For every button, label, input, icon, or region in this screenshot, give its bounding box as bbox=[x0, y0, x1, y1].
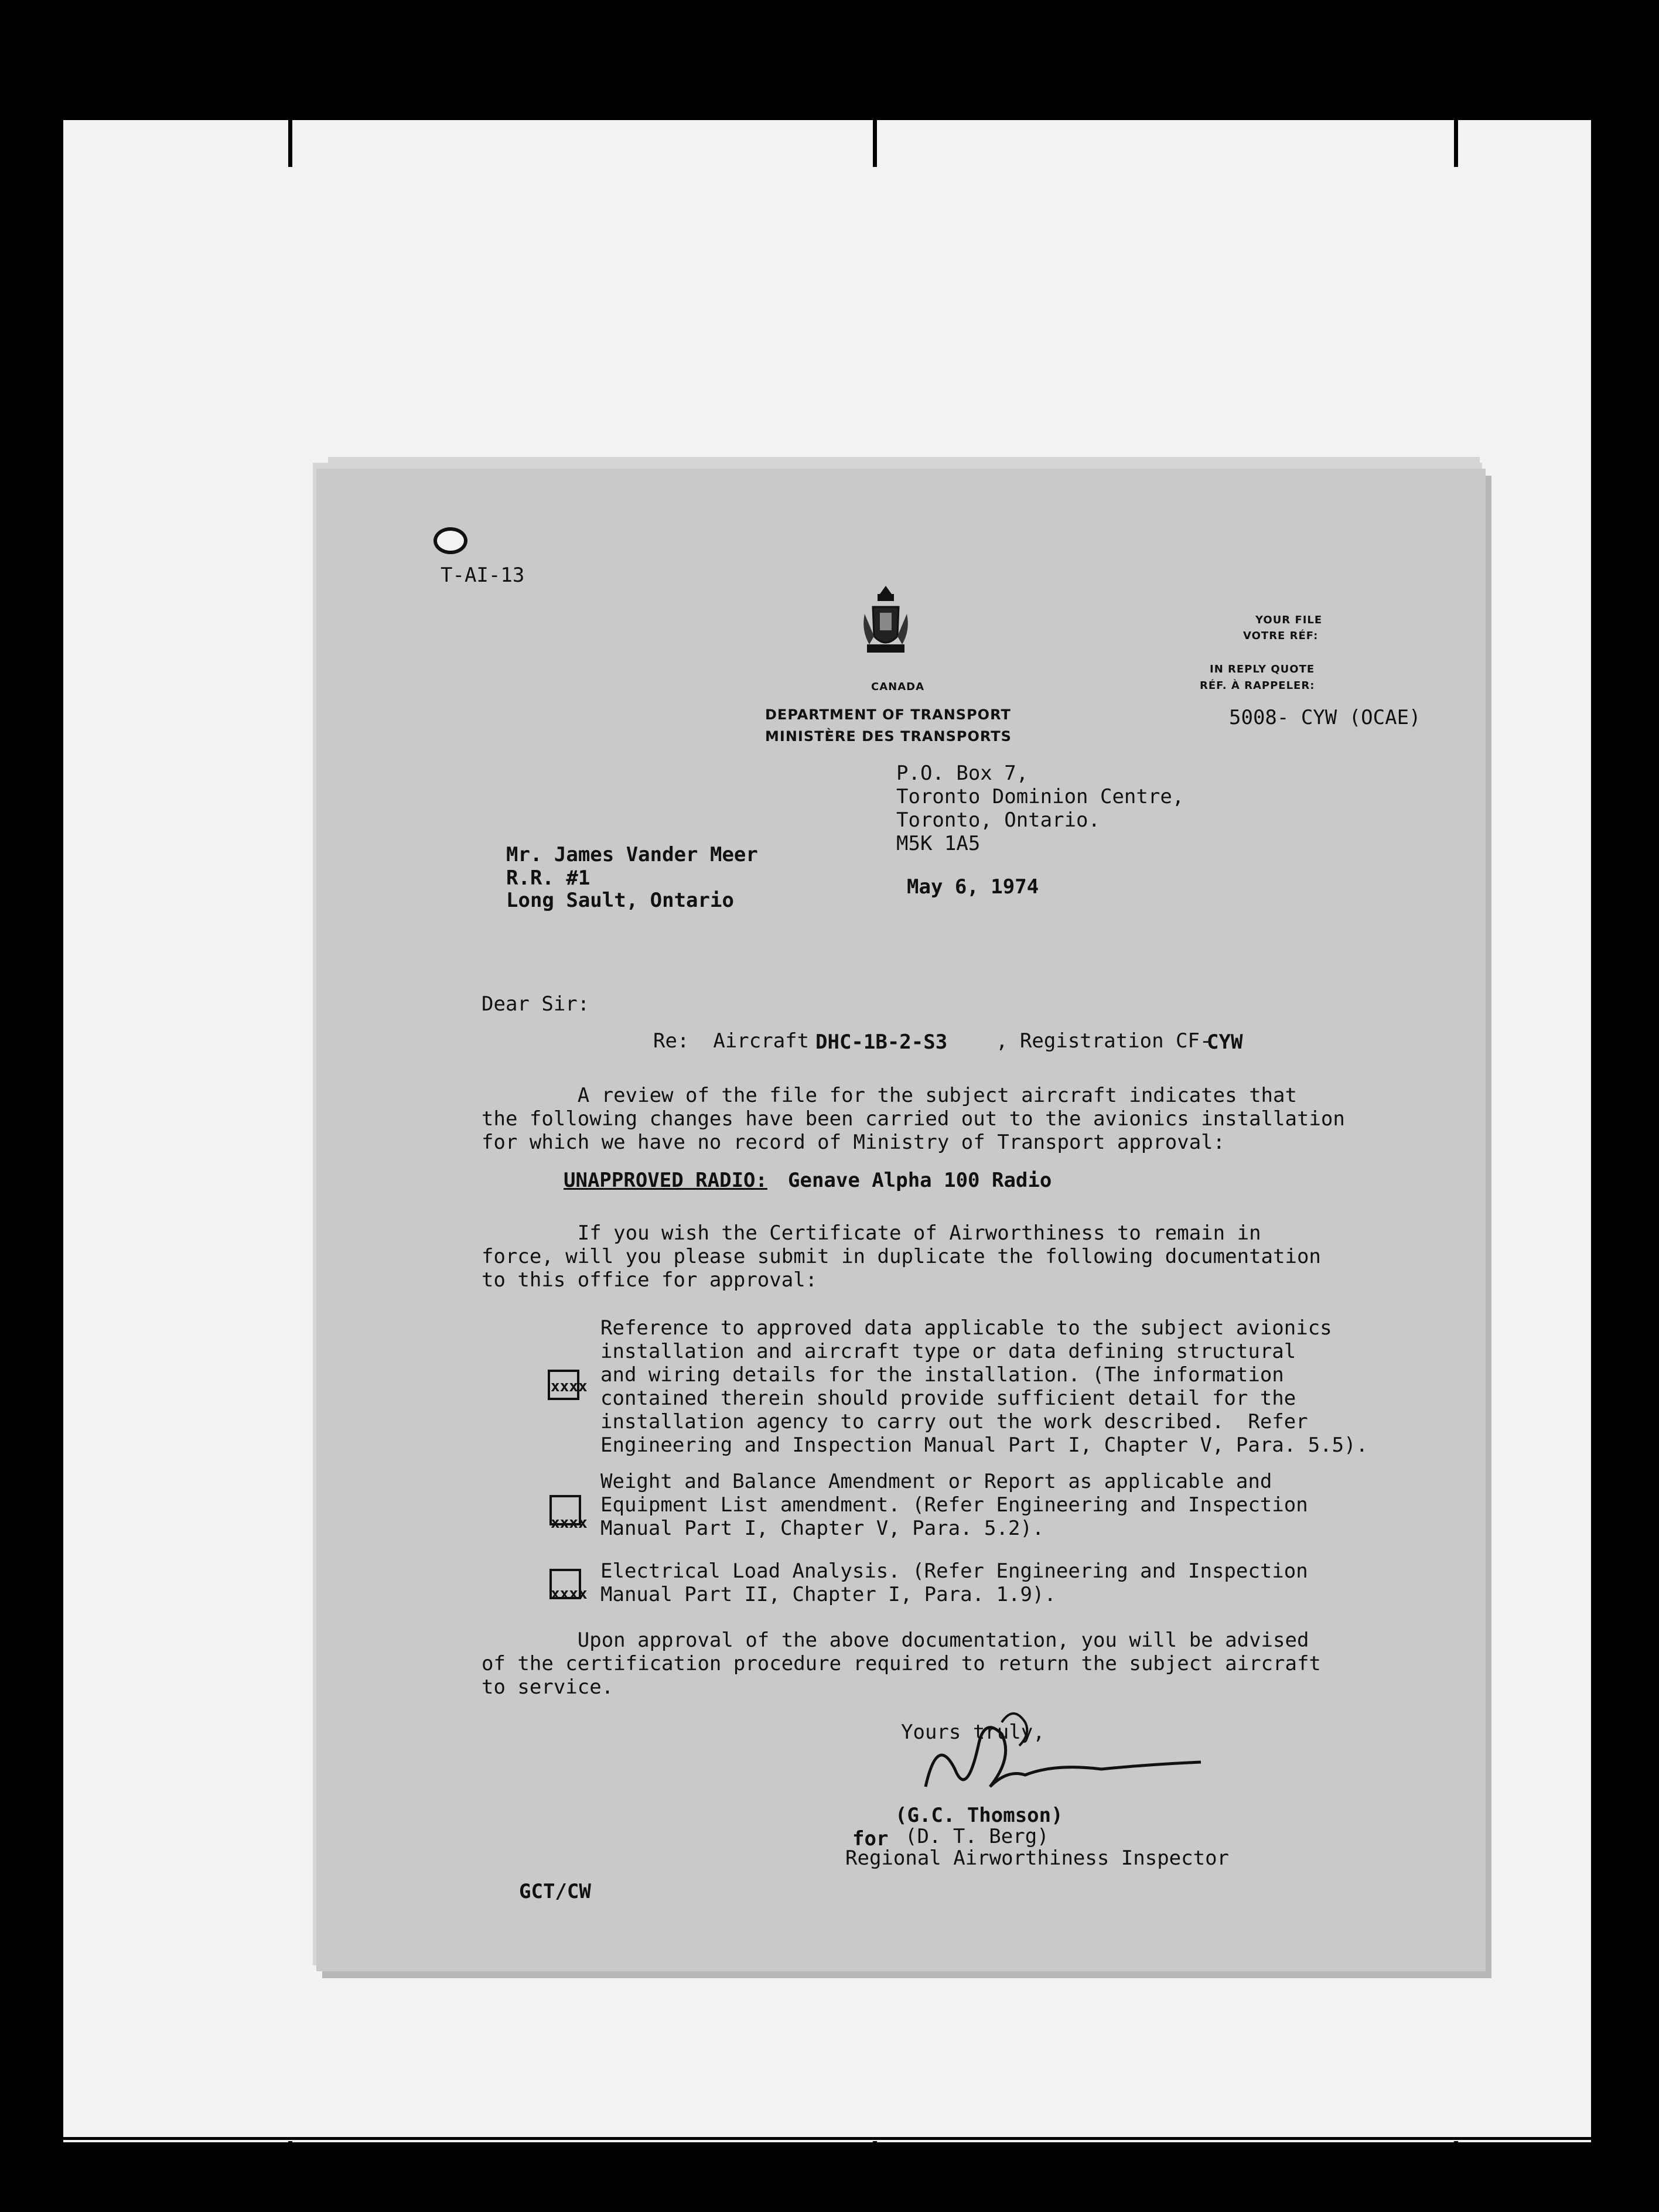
checklist-mark: xxxx bbox=[551, 1514, 588, 1532]
checklist-line: Manual Part I, Chapter V, Para. 5.2). bbox=[600, 1517, 1044, 1540]
for-label: for bbox=[852, 1827, 889, 1851]
body-line: force, will you please submit in duplicate the following documentation bbox=[482, 1245, 1321, 1268]
reply-quote-label-fr: RÉF. À RAPPELER: bbox=[1200, 680, 1315, 692]
checklist-line: Equipment List amendment. (Refer Engineering and Inspection bbox=[600, 1493, 1308, 1517]
closing: Yours truly, bbox=[901, 1721, 1045, 1744]
body-line: the following changes have been carried out to the avionics installation bbox=[482, 1107, 1345, 1131]
form-number: T-AI-13 bbox=[441, 564, 525, 587]
sender-address-line: Toronto Dominion Centre, bbox=[896, 785, 1184, 808]
sender-address-line: Toronto, Ontario. bbox=[896, 808, 1100, 832]
body-line: If you wish the Certificate of Airworthiness to remain in bbox=[482, 1221, 1261, 1245]
frame-tick bbox=[288, 2141, 292, 2212]
your-file-label-fr: VOTRE RÉF: bbox=[1243, 630, 1319, 642]
body-line: for which we have no record of Ministry of Transport approval: bbox=[482, 1131, 1226, 1154]
frame-tick bbox=[873, 2141, 877, 2212]
body-line: to this office for approval: bbox=[482, 1268, 818, 1292]
checklist-mark: xxxx bbox=[551, 1378, 588, 1395]
letter-sheet bbox=[316, 469, 1486, 1971]
letter-date: May 6, 1974 bbox=[907, 875, 1039, 899]
re-prefix: Re: Aircraft bbox=[653, 1029, 810, 1053]
checklist-line: Electrical Load Analysis. (Refer Engineering and Inspection bbox=[600, 1559, 1308, 1583]
frame-tick bbox=[1454, 120, 1458, 167]
salutation: Dear Sir: bbox=[482, 992, 590, 1016]
sender-address-line: P.O. Box 7, bbox=[896, 762, 1029, 785]
body-line: A review of the file for the subject aircraft indicates that bbox=[482, 1084, 1297, 1107]
body-line: Upon approval of the above documentation, you will be advised bbox=[482, 1629, 1309, 1652]
body-line: of the certification procedure required to return the subject aircraft bbox=[482, 1652, 1321, 1675]
frame-tick bbox=[873, 120, 877, 167]
typist-initials: GCT/CW bbox=[519, 1880, 591, 1903]
checklist-line: Manual Part II, Chapter I, Para. 1.9). bbox=[600, 1583, 1056, 1606]
checklist-line: Engineering and Inspection Manual Part I, Chapter V, Para. 5.5). bbox=[600, 1433, 1368, 1457]
department-name-en: DEPARTMENT OF TRANSPORT bbox=[765, 706, 1011, 723]
signer-name: (G.C. Thomson) bbox=[895, 1804, 1063, 1827]
checklist-line: Weight and Balance Amendment or Report as applicable and bbox=[600, 1470, 1272, 1493]
crest-caption: CANADA bbox=[871, 681, 925, 693]
handwritten-signature bbox=[914, 1699, 1207, 1804]
recipient-line: Mr. James Vander Meer bbox=[506, 843, 758, 866]
frame-tick bbox=[288, 120, 292, 167]
unapproved-label: UNAPPROVED RADIO: bbox=[564, 1169, 767, 1192]
file-number: 5008- CYW (OCAE) bbox=[1229, 706, 1421, 729]
sender-address-line: M5K 1A5 bbox=[896, 832, 981, 855]
reply-quote-label: IN REPLY QUOTE bbox=[1210, 663, 1315, 675]
recipient-line: R.R. #1 bbox=[506, 866, 590, 890]
on-behalf-name: (D. T. Berg) bbox=[905, 1825, 1049, 1848]
aircraft-type: DHC-1B-2-S3 bbox=[815, 1030, 948, 1054]
recipient-line: Long Sault, Ontario bbox=[506, 889, 734, 912]
frame-tick bbox=[1454, 2141, 1458, 2212]
checklist-line: contained therein should provide sufficient detail for the bbox=[600, 1387, 1296, 1410]
punch-hole bbox=[433, 527, 467, 554]
your-file-label: YOUR FILE bbox=[1255, 614, 1323, 626]
registration-label: , Registration CF- bbox=[996, 1029, 1212, 1053]
checklist-line: installation and aircraft type or data defining structural bbox=[600, 1340, 1296, 1363]
canada-crest-icon bbox=[860, 583, 912, 677]
checklist-line: Reference to approved data applicable to the subject avionics bbox=[600, 1316, 1332, 1340]
unapproved-item: Genave Alpha 100 Radio bbox=[788, 1169, 1052, 1192]
checklist-line: installation agency to carry out the work described. Refer bbox=[600, 1410, 1308, 1433]
frame-border bbox=[63, 2137, 1591, 2140]
checklist-mark: xxxx bbox=[551, 1585, 588, 1603]
department-name-fr: MINISTÈRE DES TRANSPORTS bbox=[765, 728, 1012, 745]
checklist-line: and wiring details for the installation. (The information bbox=[600, 1363, 1284, 1387]
signatory-title: Regional Airworthiness Inspector bbox=[845, 1846, 1230, 1870]
registration-value: CYW bbox=[1207, 1030, 1243, 1054]
body-line: to service. bbox=[482, 1675, 614, 1699]
